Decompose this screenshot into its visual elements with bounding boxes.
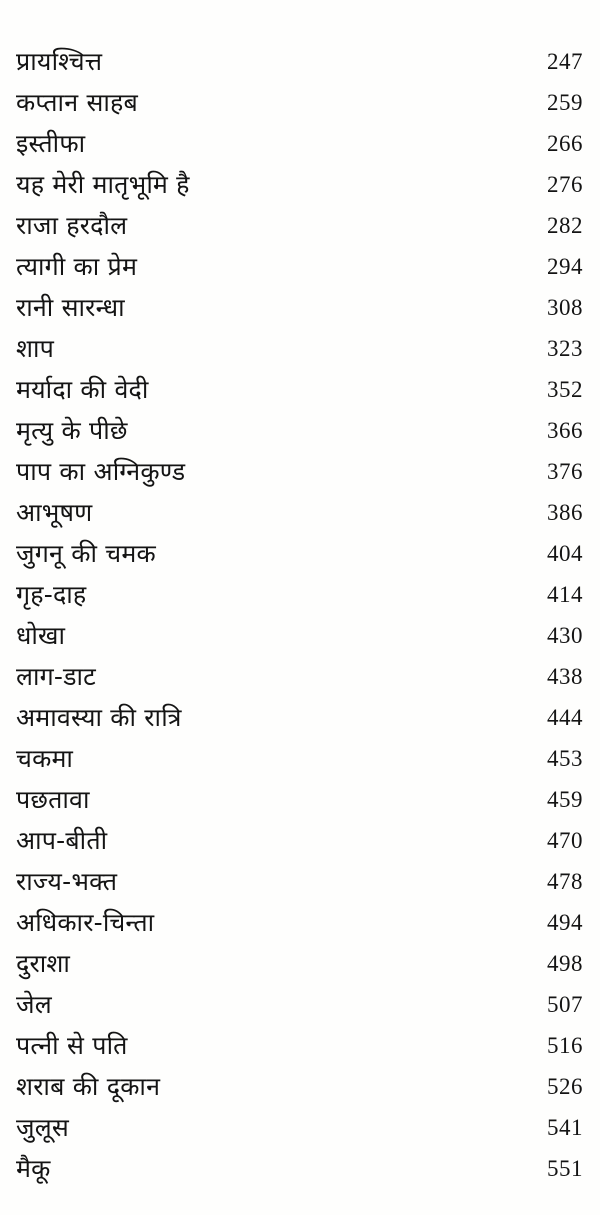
toc-row xyxy=(16,492,583,533)
toc-entry-title: मर्यादा की वेदी xyxy=(16,374,149,404)
toc-entry-title: रानी सारन्धा xyxy=(16,292,125,322)
toc-entry-page-number: 376 xyxy=(547,458,583,484)
toc-row xyxy=(16,410,583,451)
toc-entry-title: पाप का अग्निकुण्ड xyxy=(16,456,186,486)
toc-entry-page-number: 507 xyxy=(547,991,583,1017)
toc-entry-page-number: 414 xyxy=(547,581,583,607)
toc-row xyxy=(16,656,583,697)
toc-row xyxy=(16,123,583,164)
toc-entry-title: जेल xyxy=(16,989,52,1019)
toc-entry-page-number: 247 xyxy=(547,48,583,74)
toc-entry-title: यह मेरी मातृभूमि है xyxy=(16,169,190,199)
toc-row xyxy=(16,164,583,205)
toc-entry-title: पत्नी से पति xyxy=(16,1030,128,1060)
toc-row xyxy=(16,82,583,123)
toc-row xyxy=(16,779,583,820)
toc-entry-page-number: 498 xyxy=(547,950,583,976)
toc-entry-page-number: 323 xyxy=(547,335,583,361)
toc-entry-title: मैकू xyxy=(16,1153,51,1183)
toc-row xyxy=(16,369,583,410)
toc-entry-title: प्रायश्चित्त xyxy=(16,46,103,76)
toc-entry-page-number: 494 xyxy=(547,909,583,935)
toc-entry-title: राजा हरदौल xyxy=(16,210,128,240)
toc-entry-page-number: 453 xyxy=(547,745,583,771)
toc-row xyxy=(16,615,583,656)
toc-entry-page-number: 551 xyxy=(547,1155,583,1181)
toc-row xyxy=(16,1066,583,1107)
toc-entry-title: जुलूस xyxy=(16,1112,70,1142)
toc-entry-title: आभूषण xyxy=(16,497,93,527)
toc-row xyxy=(16,861,583,902)
toc-entry-title: अमावस्या की रात्रि xyxy=(16,702,182,732)
toc-entry-title: दुराशा xyxy=(16,948,71,978)
toc-entry-title: चकमा xyxy=(16,743,74,773)
toc-row xyxy=(16,738,583,779)
toc-entry-page-number: 352 xyxy=(547,376,583,402)
toc-entry-page-number: 470 xyxy=(547,827,583,853)
toc-row xyxy=(16,902,583,943)
toc-row xyxy=(16,246,583,287)
toc-row xyxy=(16,820,583,861)
toc-entry-title: लाग-डाट xyxy=(16,661,96,691)
toc-entry-title: मृत्यु के पीछे xyxy=(16,415,128,445)
toc-entry-page-number: 366 xyxy=(547,417,583,443)
toc-entry-title: त्यागी का प्रेम xyxy=(16,251,138,281)
toc-entry-title: धोखा xyxy=(16,620,66,650)
toc-row xyxy=(16,697,583,738)
toc-entry-page-number: 459 xyxy=(547,786,583,812)
toc-entry-page-number: 282 xyxy=(547,212,583,238)
toc-row xyxy=(16,205,583,246)
toc-row xyxy=(16,41,583,82)
toc-entry-page-number: 259 xyxy=(547,89,583,115)
toc-entry-title: पछतावा xyxy=(16,784,90,814)
toc-row xyxy=(16,943,583,984)
toc-entry-title: आप-बीती xyxy=(16,825,108,855)
toc-entry-title: इस्तीफा xyxy=(16,128,86,158)
toc-entry-page-number: 386 xyxy=(547,499,583,525)
toc-row xyxy=(16,533,583,574)
toc-entry-page-number: 430 xyxy=(547,622,583,648)
toc-entry-page-number: 438 xyxy=(547,663,583,689)
toc-entry-title: जुगनू की चमक xyxy=(16,538,156,568)
toc-row xyxy=(16,574,583,615)
toc-entry-title: कप्तान साहब xyxy=(16,87,138,117)
toc-row xyxy=(16,287,583,328)
toc-row xyxy=(16,1107,583,1148)
toc-row xyxy=(16,1148,583,1189)
toc-entry-title: राज्य-भक्त xyxy=(16,866,118,896)
toc-entry-page-number: 308 xyxy=(547,294,583,320)
toc-row xyxy=(16,328,583,369)
toc-row xyxy=(16,1025,583,1066)
toc-entry-title: अधिकार-चिन्ता xyxy=(16,907,155,937)
toc-entry-title: गृह-दाह xyxy=(16,579,87,609)
toc-entry-page-number: 478 xyxy=(547,868,583,894)
toc-row xyxy=(16,984,583,1025)
toc-entry-page-number: 541 xyxy=(547,1114,583,1140)
toc-entry-page-number: 526 xyxy=(547,1073,583,1099)
toc-entry-page-number: 444 xyxy=(547,704,583,730)
toc-entry-page-number: 516 xyxy=(547,1032,583,1058)
toc-entry-title: शाप xyxy=(16,333,55,363)
toc-entry-page-number: 404 xyxy=(547,540,583,566)
toc-entry-page-number: 266 xyxy=(547,130,583,156)
toc-entry-page-number: 294 xyxy=(547,253,583,279)
toc-entry-title: शराब की दूकान xyxy=(16,1071,161,1101)
toc-row xyxy=(16,451,583,492)
toc-entry-page-number: 276 xyxy=(547,171,583,197)
toc-list xyxy=(16,41,583,1189)
